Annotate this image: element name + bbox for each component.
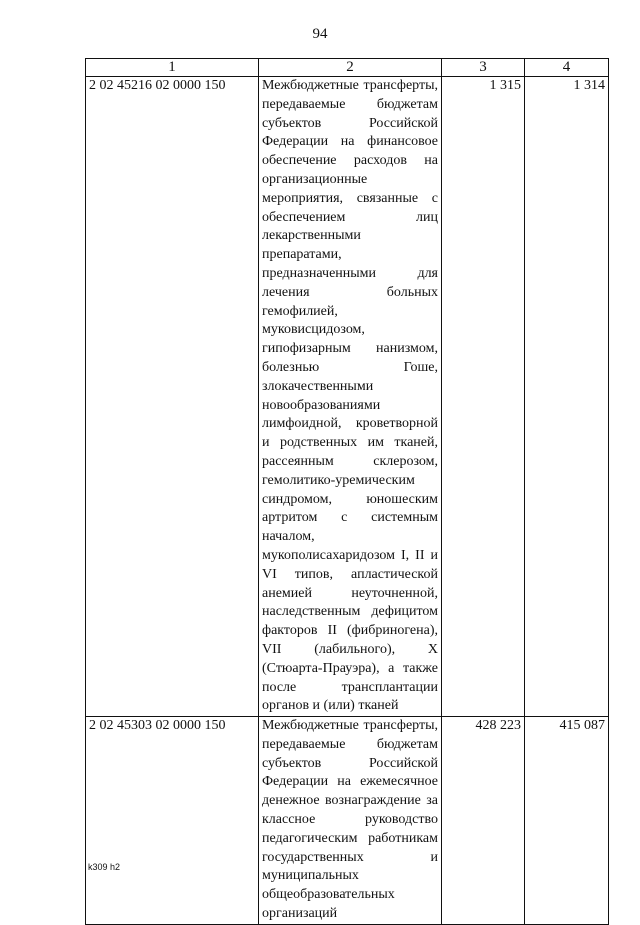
table-row: [86, 77, 609, 717]
classification-code: 2 02 45216 02 0000 150: [86, 77, 259, 717]
amount-col3: 1 315: [442, 77, 525, 717]
footer-code: k309 h2: [88, 862, 121, 872]
column-header-4: 4: [525, 59, 609, 77]
column-header-3: 3: [442, 59, 525, 77]
row-description: Межбюджетные трансферты, передаваемые бюджетам субъектов Российской Федерации на финансовое обеспечение расходов на организационные мероприятия, связанные с обеспечением лиц лекарственными препаратами, предназначенными для лечения больных гемофилией, муковисцидозом, гипофизарным нанизмом, болезнью Гоше, злокачественными новообразованиями лимфоидной, кроветворной и родственных им тканей, рассеянным склерозом, гемолитико-уремическим синдромом, юношеским артритом с системным началом, мукополисахаридозом I, II и VI типов, апластической анемией неуточненной, наследственным дефицитом факторов II (фибриногена), VII (лабильного), X (Стюарта-Прауэра), а также после трансплантации органов и (или) тканей: [259, 77, 442, 717]
row-description: Межбюджетные трансферты, передаваемые бюджетам субъектов Российской Федерации на ежемесячное денежное вознаграждение за классное руководство педагогическим работникам государственных и муниципальных общеобразовательных организаций: [259, 717, 442, 925]
amount-col4: 1 314: [525, 77, 609, 717]
amount-col3: 428 223: [442, 717, 525, 925]
page-number: 94: [312, 26, 328, 42]
column-header-2: 2: [259, 59, 442, 77]
amount-col4: 415 087: [525, 717, 609, 925]
classification-code: 2 02 45303 02 0000 150: [86, 717, 259, 925]
budget-table: [85, 58, 609, 925]
column-header-1: 1: [86, 59, 259, 77]
table-row: [86, 717, 609, 925]
table-header-row: [86, 59, 609, 77]
